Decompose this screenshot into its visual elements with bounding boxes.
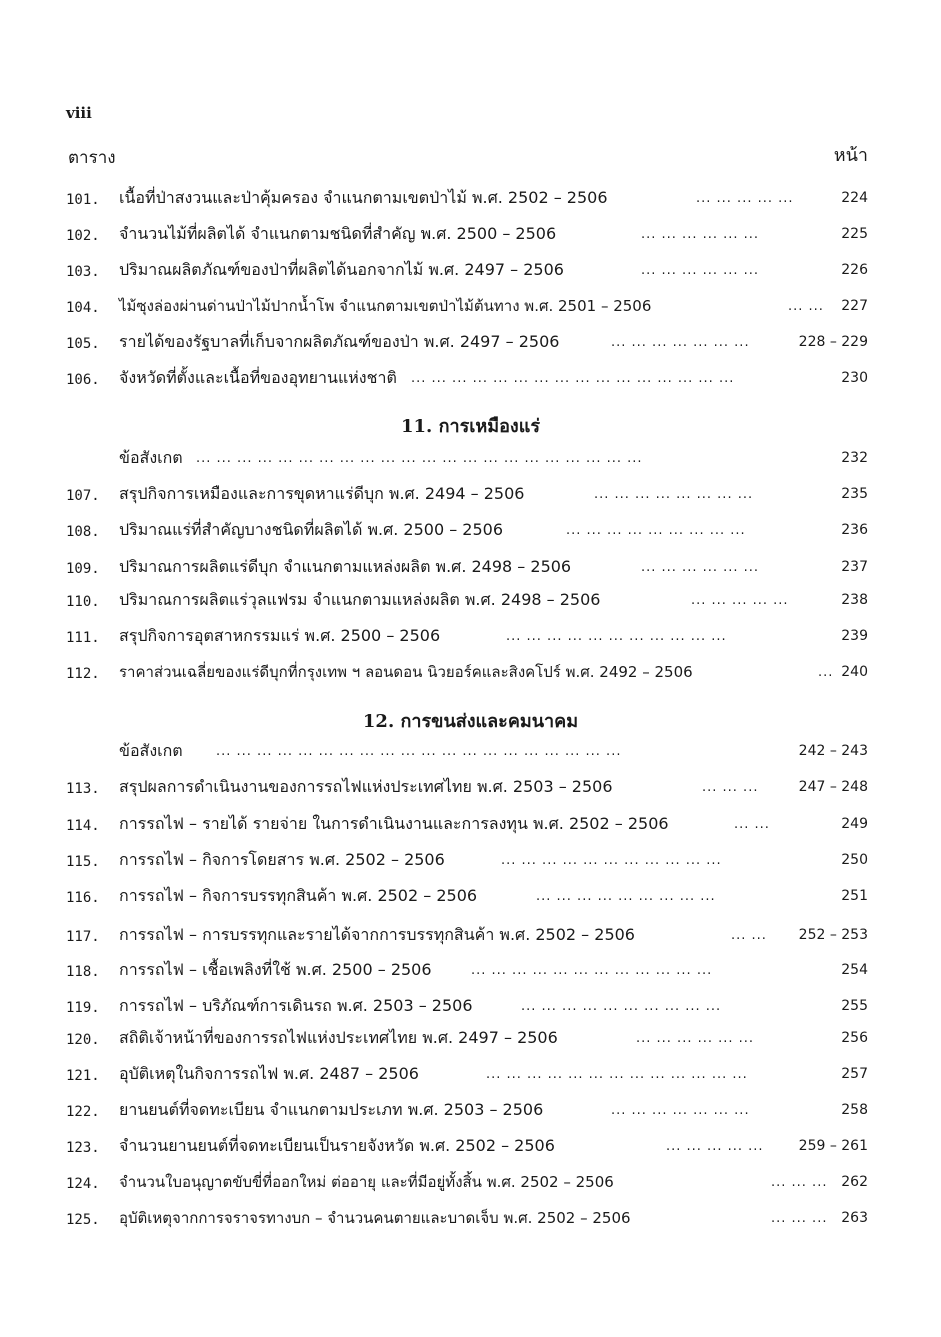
row-number: 120.	[66, 1032, 100, 1048]
page-number: 240	[841, 664, 868, 680]
row-title: อุบัติเหตุในกิจการรถไฟ พ.ศ. 2487 – 2506	[119, 1064, 419, 1083]
page-number: 230	[841, 370, 868, 386]
toc-row	[66, 1170, 868, 1200]
toc-row	[66, 739, 868, 769]
column-header-page: หน้า	[833, 145, 868, 166]
row-number: 103.	[66, 264, 100, 280]
toc-row	[66, 624, 868, 654]
page-number: 254	[841, 962, 868, 978]
dot-leader: ... ... ... ... ... ... ... ... ...	[536, 889, 716, 904]
row-title: ข้อสังเกต	[119, 741, 183, 760]
page-number: 257	[841, 1066, 868, 1082]
toc-row	[66, 994, 868, 1024]
dot-leader: ... ... ...	[771, 1211, 828, 1226]
page-number: 255	[841, 998, 868, 1014]
row-title: ข้อสังเกต	[119, 448, 183, 467]
page-roman-numeral: viii	[66, 104, 92, 122]
row-number: 117.	[66, 929, 100, 945]
row-number: 115.	[66, 854, 100, 870]
dot-leader: ... ... ... ... ... ... ... ... ... ... ... ... ...	[486, 1067, 748, 1082]
dot-leader: ... ... ... ... ... ...	[641, 227, 760, 242]
toc-row	[66, 1026, 868, 1056]
dot-leader: ... ... ... ... ... ... ... ...	[594, 487, 754, 502]
toc-row	[66, 222, 868, 252]
dot-leader: ... ... ... ... ... ...	[636, 1031, 755, 1046]
row-title: สรุปกิจการอุตสาหกรรมแร่ พ.ศ. 2500 – 2506	[119, 626, 441, 645]
page-number: 225	[841, 226, 868, 242]
row-title: ราคาส่วนเฉลี่ยของแร่ดีบุกที่กรุงเทพ ฯ ลอนดอน นิวยอร์คและสิงคโปร์ พ.ศ. 2492 – 2506	[119, 663, 693, 681]
toc-row	[66, 775, 868, 805]
dot-leader: ...	[818, 665, 834, 680]
row-title: จังหวัดที่ตั้งและเนื้อที่ของอุทยานแห่งชาติ	[119, 368, 397, 387]
section-heading-mining: 11. การเหมืองแร่	[400, 416, 540, 437]
dot-leader: ... ... ... ... ... ... ...	[611, 335, 750, 350]
dot-leader: ... ... ... ... ... ... ...	[611, 1103, 750, 1118]
toc-row	[66, 482, 868, 512]
row-number: 111.	[66, 630, 100, 646]
row-number: 109.	[66, 561, 100, 577]
toc-row	[66, 294, 868, 324]
row-title: จำนวนใบอนุญาตขับขี่ที่ออกใหม่ ต่ออายุ และที่มีอยู่ทั้งสิ้น พ.ศ. 2502 – 2506	[119, 1173, 614, 1191]
toc-row	[66, 1134, 868, 1164]
toc-row	[66, 660, 868, 690]
row-title: ปริมาณการผลิตแร่วุลแฟรม จำแนกตามแหล่งผลิต พ.ศ. 2498 – 2506	[119, 590, 601, 609]
toc-row	[66, 1062, 868, 1092]
row-number: 113.	[66, 781, 100, 797]
dot-leader: ... ...	[731, 928, 767, 943]
page-number: 224	[841, 190, 868, 206]
page-number: 239	[841, 628, 868, 644]
toc-row	[66, 366, 868, 396]
row-title: รายได้ของรัฐบาลที่เก็บจากผลิตภัณฑ์ของป่า พ.ศ. 2497 – 2506	[119, 332, 560, 351]
dot-leader: ... ... ... ... ...	[691, 593, 789, 608]
page-number: 259 – 261	[798, 1138, 868, 1154]
row-number: 101.	[66, 192, 100, 208]
row-number: 102.	[66, 228, 100, 244]
row-title: สรุปผลการดำเนินงานของการรถไฟแห่งประเทศไทย พ.ศ. 2503 – 2506	[119, 777, 613, 796]
dot-leader: ... ... ... ... ...	[696, 191, 794, 206]
row-number: 124.	[66, 1176, 100, 1192]
page-number: 256	[841, 1030, 868, 1046]
row-title: สถิติเจ้าหน้าที่ของการรถไฟแห่งประเทศไทย พ.ศ. 2497 – 2506	[119, 1028, 558, 1047]
dot-leader: ... ... ... ... ... ... ... ... ... ... ...	[501, 853, 722, 868]
page-number: 263	[841, 1210, 868, 1226]
row-number: 125.	[66, 1212, 100, 1228]
row-title: ปริมาณแร่ที่สำคัญบางชนิดที่ผลิตได้ พ.ศ. 2500 – 2506	[119, 520, 504, 539]
toc-row	[66, 923, 868, 953]
page-number: 252 – 253	[798, 927, 868, 943]
page-number: 232	[841, 450, 868, 466]
toc-row	[66, 518, 868, 548]
row-number: 118.	[66, 964, 100, 980]
dot-leader: ... ...	[788, 299, 824, 314]
row-number: 123.	[66, 1140, 100, 1156]
row-number: 121.	[66, 1068, 100, 1084]
row-title: เนื้อที่ป่าสงวนและป่าคุ้มครอง จำแนกตามเขตป่าไม้ พ.ศ. 2502 – 2506	[119, 188, 608, 207]
row-title: ไม้ซุงล่องผ่านด่านป่าไม้ปากน้ำโพ จำแนกตามเขตป่าไม้ต้นทาง พ.ศ. 2501 – 2506	[119, 297, 652, 315]
dot-leader: ... ... ... ... ... ... ... ... ... ... ... ... ... ... ... ...	[411, 371, 735, 386]
section-heading-transport: 12. การขนส่งและคมนาคม	[362, 711, 579, 732]
dot-leader: ... ... ... ... ...	[666, 1139, 764, 1154]
row-title: จำนวนไม้ที่ผลิตได้ จำแนกตามชนิดที่สำคัญ พ.ศ. 2500 – 2506	[119, 224, 557, 243]
dot-leader: ... ... ... ... ... ... ... ... ... ...	[521, 999, 722, 1014]
row-title: สรุปกิจการเหมืองและการขุดหาแร่ดีบุก พ.ศ. 2494 – 2506	[119, 484, 525, 503]
toc-row	[66, 588, 868, 618]
toc-row	[66, 1206, 868, 1236]
toc-row	[66, 848, 868, 878]
dot-leader: ... ... ...	[702, 780, 759, 795]
row-number: 108.	[66, 524, 100, 540]
row-number: 105.	[66, 336, 100, 352]
page-number: 236	[841, 522, 868, 538]
row-title: การรถไฟ – กิจการโดยสาร พ.ศ. 2502 – 2506	[119, 850, 445, 869]
row-title: การรถไฟ – เชื้อเพลิงที่ใช้ พ.ศ. 2500 – 2506	[119, 960, 432, 979]
row-number: 122.	[66, 1104, 100, 1120]
page-number: 226	[841, 262, 868, 278]
page-number: 238	[841, 592, 868, 608]
toc-row	[66, 258, 868, 288]
toc-row	[66, 555, 868, 585]
row-number: 112.	[66, 666, 100, 682]
row-title: การรถไฟ – กิจการบรรทุกสินค้า พ.ศ. 2502 – 2506	[119, 886, 478, 905]
dot-leader: ... ... ...	[771, 1175, 828, 1190]
toc-row	[66, 958, 868, 988]
page-number: 247 – 248	[798, 779, 868, 795]
row-number: 114.	[66, 818, 100, 834]
page-number: 249	[841, 816, 868, 832]
toc-row	[66, 812, 868, 842]
dot-leader: ... ... ... ... ... ... ... ... ... ... ... ... ... ... ... ... ... ... ... ... ... ...	[196, 451, 643, 466]
dot-leader: ... ...	[734, 817, 770, 832]
dot-leader: ... ... ... ... ... ... ... ... ... ... ...	[506, 629, 727, 644]
row-number: 110.	[66, 594, 100, 610]
row-title: จำนวนยานยนต์ที่จดทะเบียนเป็นรายจังหวัด พ.ศ. 2502 – 2506	[119, 1136, 555, 1155]
toc-row	[66, 1098, 868, 1128]
row-number: 119.	[66, 1000, 100, 1016]
page-number: 237	[841, 559, 868, 575]
page-number: 235	[841, 486, 868, 502]
toc-row	[66, 186, 868, 216]
row-title: การรถไฟ – รายได้ รายจ่าย ในการดำเนินงานและการลงทุน พ.ศ. 2502 – 2506	[119, 814, 669, 833]
row-number: 106.	[66, 372, 100, 388]
page-number: 258	[841, 1102, 868, 1118]
dot-leader: ... ... ... ... ... ... ... ... ... ... ... ... ... ... ... ... ... ... ... ...	[216, 744, 622, 759]
toc-row	[66, 330, 868, 360]
page-number: 228 – 229	[798, 334, 868, 350]
dot-leader: ... ... ... ... ... ...	[641, 560, 760, 575]
row-title: ปริมาณผลิตภัณฑ์ของป่าที่ผลิตได้นอกจากไม้ พ.ศ. 2497 – 2506	[119, 260, 564, 279]
toc-row	[66, 884, 868, 914]
dot-leader: ... ... ... ... ... ... ... ... ...	[566, 523, 746, 538]
row-title: ปริมาณการผลิตแร่ดีบุก จำแนกตามแหล่งผลิต พ.ศ. 2498 – 2506	[119, 557, 572, 576]
page-number: 250	[841, 852, 868, 868]
column-header-table: ตาราง	[68, 148, 116, 168]
page-number: 251	[841, 888, 868, 904]
row-title: ยานยนต์ที่จดทะเบียน จำแนกตามประเภท พ.ศ. 2503 – 2506	[119, 1100, 544, 1119]
row-number: 116.	[66, 890, 100, 906]
toc-row	[66, 446, 868, 476]
row-title: การรถไฟ – บริภัณฑ์การเดินรถ พ.ศ. 2503 – 2506	[119, 996, 473, 1015]
row-number: 104.	[66, 300, 100, 316]
row-number: 107.	[66, 488, 100, 504]
row-title: อุบัติเหตุจากการจราจรทางบก – จำนวนคนตายและบาดเจ็บ พ.ศ. 2502 – 2506	[119, 1209, 631, 1227]
dot-leader: ... ... ... ... ... ...	[641, 263, 760, 278]
dot-leader: ... ... ... ... ... ... ... ... ... ... ... ...	[471, 963, 713, 978]
row-title: การรถไฟ – การบรรทุกและรายได้จากการบรรทุกสินค้า พ.ศ. 2502 – 2506	[119, 925, 635, 944]
page-number: 262	[841, 1174, 868, 1190]
page-number: 227	[841, 298, 868, 314]
page-number: 242 – 243	[798, 743, 868, 759]
